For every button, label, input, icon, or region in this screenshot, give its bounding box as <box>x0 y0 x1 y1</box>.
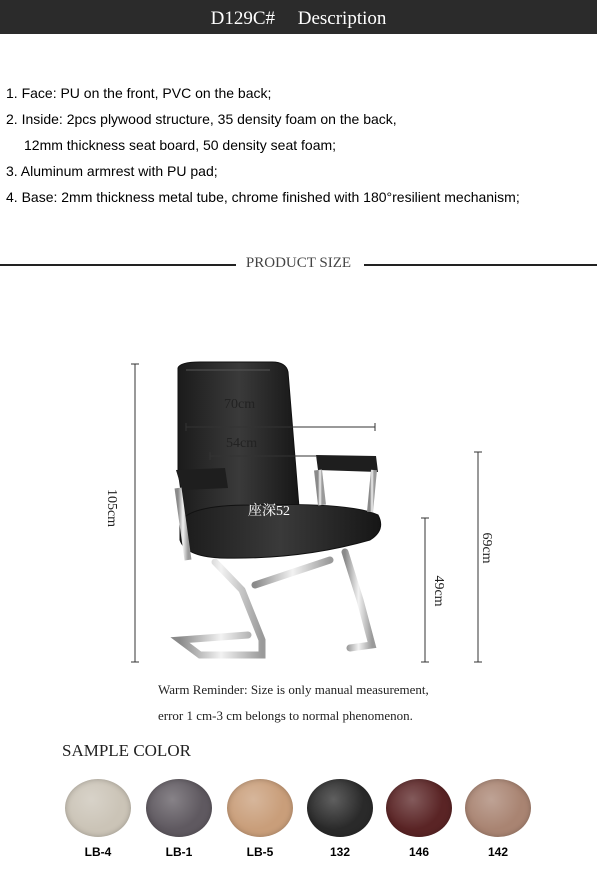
color-swatch-label: 146 <box>408 845 430 859</box>
color-swatch-lb-4 <box>65 779 131 837</box>
reminder-line-1: Warm Reminder: Size is only manual measurement, <box>158 682 429 697</box>
dim-width-seat: 54cm <box>226 436 258 451</box>
description-line-1: 1. Face: PU on the front, PVC on the back; <box>6 85 272 101</box>
dim-seat-depth: 座深52 <box>248 504 290 519</box>
color-swatch-lb-5 <box>227 779 293 837</box>
dim-height-arm: 69cm <box>479 532 494 564</box>
color-swatch-label: LB-5 <box>246 845 274 859</box>
reminder-line-2: error 1 cm-3 cm belongs to normal phenomenon. <box>158 708 413 723</box>
color-swatch-132 <box>307 779 373 837</box>
model-code: D129C# <box>210 8 275 29</box>
dim-width-total: 70cm <box>224 397 256 412</box>
chair-armrest-right <box>316 455 378 512</box>
color-swatch-label: 142 <box>487 845 509 859</box>
color-swatch-lb-1 <box>146 779 212 837</box>
color-swatch-label: 132 <box>329 845 351 859</box>
color-swatch-142 <box>465 779 531 837</box>
color-swatch-label: LB-4 <box>84 845 112 859</box>
description-line-5: 4. Base: 2mm thickness metal tube, chrome finished with 180°resilient mechanism; <box>6 189 520 205</box>
product-size-title: PRODUCT SIZE <box>245 255 352 271</box>
color-swatch-146 <box>386 779 452 837</box>
description-line-4: 3. Aluminum armrest with PU pad; <box>6 163 218 179</box>
color-swatch-label: LB-1 <box>165 845 193 859</box>
chair-base <box>180 552 372 655</box>
description-line-2: 2. Inside: 2pcs plywood structure, 35 density foam on the back, <box>6 111 397 127</box>
description-line-3: 12mm thickness seat board, 50 density seat foam; <box>24 137 337 153</box>
dim-height-total: 105cm <box>104 488 119 528</box>
dim-height-seat: 49cm <box>431 575 446 607</box>
header-title: Description <box>297 8 387 29</box>
sample-color-title: SAMPLE COLOR <box>62 741 191 760</box>
